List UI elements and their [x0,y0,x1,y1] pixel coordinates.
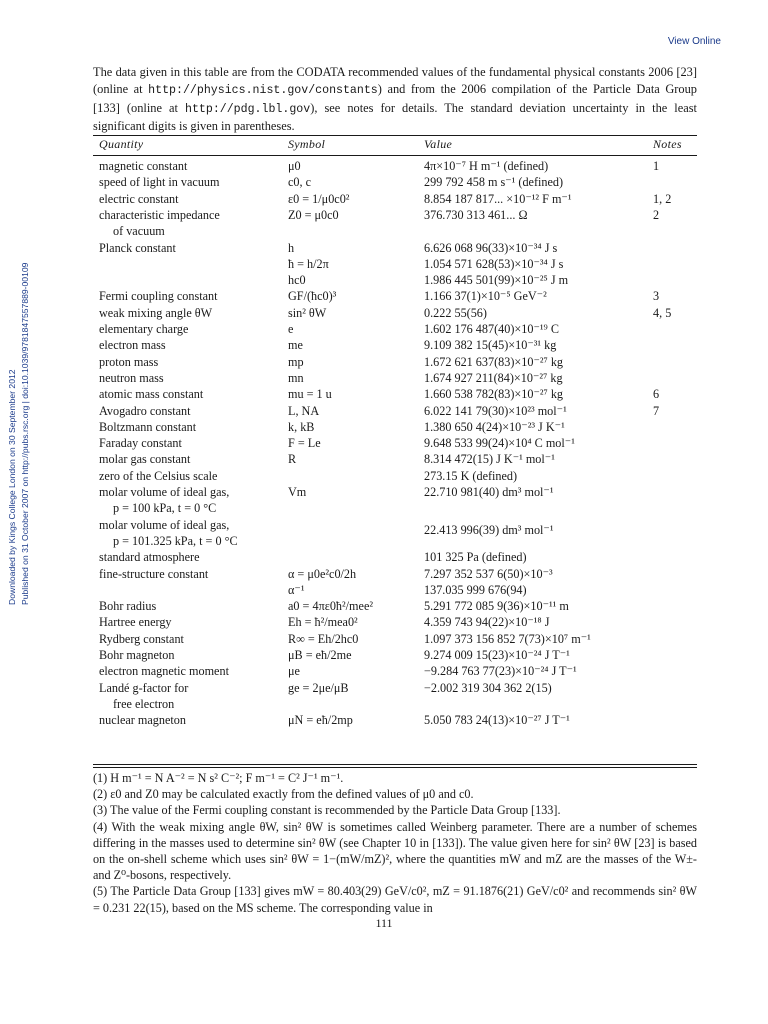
row-symbol: μe [288,664,300,679]
row-value: 1.986 445 501(99)×10⁻²⁵ J m [424,273,569,288]
row-symbol: k, kB [288,419,315,434]
row-symbol: μN = eħ/2mp [288,713,353,728]
footnotes [93,770,697,916]
row-symbol: c0, c [288,175,312,190]
row-value: 9.274 009 15(23)×10⁻²⁴ J T⁻¹ [424,648,570,662]
constants-table-body [93,158,697,763]
row-quantity: Rydberg constant [99,631,184,646]
row-notes: 7 [653,403,660,418]
row-symbol: R∞ = Eh/2hc0 [288,631,359,646]
row-quantity: Bohr radius [99,599,157,614]
row-value: 9.109 382 15(45)×10⁻³¹ kg [424,338,557,353]
row-quantity: electron magnetic moment [99,664,229,679]
row-symbol: ge = 2μe/μB [288,680,349,695]
row-value: 137.035 999 676(94) [424,582,527,597]
row-quantity: p = 101.325 kPa, t = 0 °C [113,533,238,548]
row-symbol: ħ = h/2π [288,256,329,271]
row-quantity: Hartree energy [99,615,172,630]
row-symbol: mp [288,354,304,369]
row-quantity: electric constant [99,191,179,206]
row-notes: 1 [653,159,660,173]
row-symbol: me [288,338,303,353]
row-quantity: neutron mass [99,370,164,385]
row-symbol: L, NA [288,403,320,418]
row-value: 1.674 927 211(84)×10⁻²⁷ kg [424,370,563,385]
row-symbol: mn [288,370,304,385]
intro-text-2: ) and from the 2006 compilation of the Particle Data Group [133] (online at [93,82,697,115]
row-symbol: h [288,240,295,255]
row-quantity: electron mass [99,338,166,353]
side-published-line: Published on 31 October 2007 on http://pubs.rsc.org | doi:10.1039/9781847557889-00109 [20,262,30,605]
row-value: 101 325 Pa (defined) [424,550,527,565]
header-quantity: Quantity [99,137,144,151]
row-notes: 1, 2 [653,191,672,206]
intro-paragraph [93,64,697,136]
footnote-1: (1) H m⁻¹ = N A⁻² = N s² C⁻²; F m⁻¹ = C² J⁻¹ m⁻¹. [93,771,344,785]
row-value: 1.054 571 628(53)×10⁻³⁴ J s [424,256,564,271]
row-quantity: molar volume of ideal gas, [99,485,230,499]
row-value: 1.166 37(1)×10⁻⁵ GeV⁻² [424,289,547,304]
row-value: 8.314 472(15) J K⁻¹ mol⁻¹ [424,452,555,467]
row-symbol: a0 = 4πε0ħ²/mee² [288,599,374,614]
row-quantity: Faraday constant [99,436,182,451]
row-value: 22.413 996(39) dm³ mol⁻¹ [424,522,554,537]
row-quantity: Landé g-factor for [99,680,189,695]
header-value: Value [424,137,453,151]
row-symbol: e [288,322,294,336]
row-notes: 6 [653,387,660,402]
row-quantity: atomic mass constant [99,387,204,402]
row-notes: 2 [653,207,660,222]
row-value: 9.648 533 99(24)×10⁴ C mol⁻¹ [424,436,575,451]
row-symbol: α⁻¹ [288,582,305,597]
row-quantity: nuclear magneton [99,713,186,728]
row-quantity: p = 100 kPa, t = 0 °C [113,501,217,516]
intro-text-3: ), see notes for details. The standard deviation uncertainty in the least significant digits is given in parentheses. [93,100,697,134]
footnote-5: (5) The Particle Data Group [133] gives mW = 80.403(29) GeV/c0², mZ = 91.1876(21) GeV/c0² and recommends sin² θW = 0.231 22(15), based on the MS scheme. The corresponding value in [93,884,697,915]
row-quantity: fine-structure constant [99,566,209,581]
row-symbol: α = μ0e²c0/2h [288,566,357,581]
row-value: 5.050 783 24(13)×10⁻²⁷ J T⁻¹ [424,713,570,728]
row-symbol: μ0 [288,159,301,173]
view-online-link[interactable]: View Online [667,36,721,47]
side-download-line: Downloaded by Kings College London on 30 September 2012 [7,369,17,605]
table-top-rule [93,135,697,136]
row-quantity: molar gas constant [99,452,191,467]
header-symbol: Symbol [288,137,326,151]
row-value: 299 792 458 m s⁻¹ (defined) [424,175,564,190]
row-quantity: Bohr magneton [99,648,175,662]
row-quantity: Avogadro constant [99,403,191,418]
row-quantity: proton mass [99,354,159,369]
row-symbol: F = Le [288,436,321,451]
row-value: 1.672 621 637(83)×10⁻²⁷ kg [424,354,564,369]
row-quantity: of vacuum [113,224,165,239]
row-quantity: Planck constant [99,240,176,255]
row-symbol: ε0 = 1/μ0c0² [288,191,350,206]
row-value: 4π×10⁻⁷ H m⁻¹ (defined) [424,159,549,173]
row-value: 8.854 187 817... ×10⁻¹² F m⁻¹ [424,191,572,206]
row-quantity: Fermi coupling constant [99,289,218,304]
header-notes: Notes [653,137,682,151]
row-symbol: GF/(ħc0)³ [288,289,337,304]
intro-text-1: The data given in this table are from the CODATA recommended values of the fundamental physical constants 2006 [23] (online at [93,65,697,97]
row-value: 1.602 176 487(40)×10⁻¹⁹ C [424,322,559,336]
row-value: −2.002 319 304 362 2(15) [424,680,552,695]
row-symbol: sin² θW [288,305,327,320]
row-symbol: Eh = ħ²/mea0² [288,615,358,630]
row-symbol: μB = eħ/2me [288,648,352,662]
row-symbol: R [288,452,297,467]
footnote-4: (4) With the weak mixing angle θW, sin² θW is sometimes called Weinberg parameter. There are a number of schemes differing in the masses used to determine sin² θW (see Chapter 10 in [133]). The value given here for sin² θW [23] is based on the on-shell scheme which uses sin² θW = 1−(mW/mZ)², where the quantities mW and mZ are the masses of the W±- and Z⁰-bosons, respectively. [93,819,697,883]
footnote-3: (3) The value of the Fermi coupling constant is recommended by the Particle Data Group [133]. [93,803,561,818]
row-quantity: elementary charge [99,322,189,336]
table-bottom-rule-2 [93,767,697,768]
row-symbol: hc0 [288,273,306,288]
nist-url[interactable]: http://physics.nist.gov/constants [148,84,378,98]
row-value: 273.15 K (defined) [424,468,518,483]
row-notes: 3 [653,289,660,304]
table-header-rule [93,155,697,156]
table-bottom-rule [93,764,697,765]
row-value: 7.297 352 537 6(50)×10⁻³ [424,566,553,581]
row-quantity: speed of light in vacuum [99,175,220,190]
row-value: 6.022 141 79(30)×10²³ mol⁻¹ [424,403,567,418]
pdg-url[interactable]: http://pdg.lbl.gov [184,102,311,116]
row-quantity: weak mixing angle θW [99,305,213,320]
row-value: 0.222 55(56) [424,305,487,320]
page-number: 111 [375,916,393,930]
row-value: 4.359 743 94(22)×10⁻¹⁸ J [424,615,550,630]
row-value: 1.660 538 782(83)×10⁻²⁷ kg [424,387,564,402]
row-value: 1.380 650 4(24)×10⁻²³ J K⁻¹ [424,419,565,434]
row-quantity: free electron [113,696,175,711]
row-symbol: Vm [288,485,307,499]
row-value: 22.710 981(40) dm³ mol⁻¹ [424,485,554,499]
row-value: −9.284 763 77(23)×10⁻²⁴ J T⁻¹ [424,664,577,679]
row-quantity: zero of the Celsius scale [99,468,218,483]
row-notes: 4, 5 [653,305,672,320]
row-symbol: mu = 1 u [288,387,332,402]
row-value: 6.626 068 96(33)×10⁻³⁴ J s [424,240,558,255]
row-value: 1.097 373 156 852 7(73)×10⁷ m⁻¹ [424,631,591,646]
row-quantity: Boltzmann constant [99,419,197,434]
row-quantity: magnetic constant [99,159,188,173]
row-symbol: Z0 = μ0c0 [288,207,339,222]
row-quantity: molar volume of ideal gas, [99,517,230,532]
row-value: 5.291 772 085 9(36)×10⁻¹¹ m [424,599,569,614]
footnote-2: (2) ε0 and Z0 may be calculated exactly from the defined values of μ0 and c0. [93,787,474,802]
row-quantity: characteristic impedance [99,207,220,222]
side-download-notice [6,245,32,605]
row-quantity: standard atmosphere [99,550,200,565]
table-header [93,137,697,153]
row-value: 376.730 313 461... Ω [424,207,528,222]
